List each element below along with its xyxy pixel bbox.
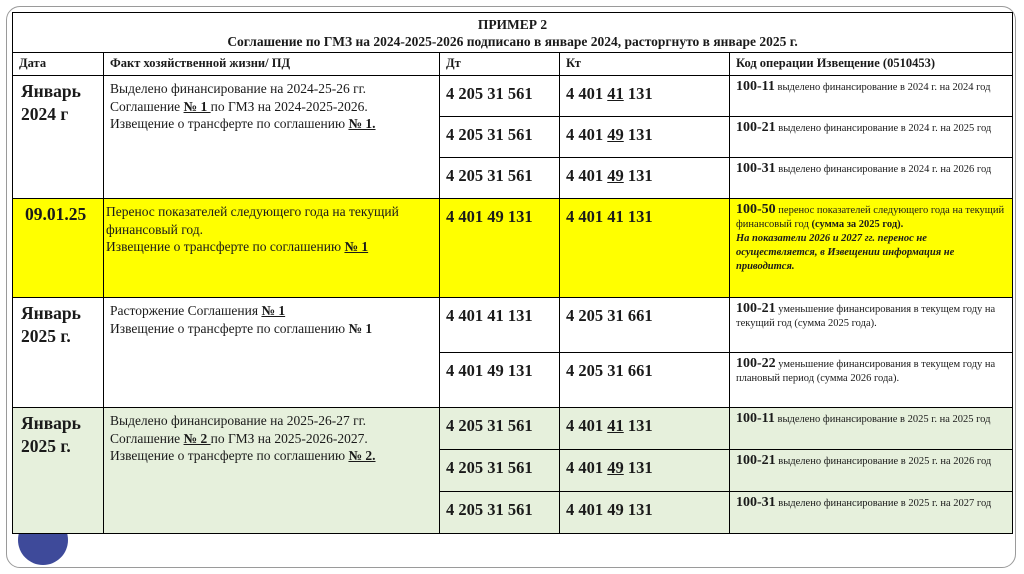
fact-text: по ГМЗ на 2024-2025-2026.	[210, 98, 368, 114]
code-emphasis: (сумма за 2025 год).	[811, 219, 904, 230]
code-cell	[730, 298, 1013, 353]
code-description: уменьшение финансирования в текущем году на плановый период (сумма 2026 года).	[736, 359, 996, 384]
code-description: выделено финансирование в 2025 г. на 2025 год	[774, 414, 991, 425]
fact-text: по ГМЗ на 2025-2026-2027.	[210, 430, 368, 446]
fact-line	[110, 430, 433, 448]
code-description: выделено финансирование в 2025 г. на 2027 год	[775, 498, 992, 509]
operation-code: 100-31	[736, 161, 776, 176]
fact-line	[110, 302, 433, 320]
fact-line: Выделено финансирование на 2025-26-27 гг.	[110, 413, 367, 428]
operation-code: 100-31	[736, 495, 776, 510]
code-cell	[730, 492, 1013, 534]
accounting-table	[12, 12, 1013, 534]
header-row	[13, 53, 1013, 76]
agreement-number: № 2.	[348, 448, 376, 463]
agreement-number: № 1	[261, 303, 286, 318]
kt-part: 41	[607, 416, 624, 435]
kt-part: 131	[623, 84, 653, 103]
kt-cell	[560, 117, 730, 158]
agreement-number: № 1	[348, 320, 373, 336]
kt-part: 4 401	[566, 458, 608, 477]
fact-text: Расторжение Соглашения	[110, 303, 262, 318]
header-kt: Кт	[560, 53, 730, 76]
fact-line	[110, 320, 433, 338]
header-fact: Факт хозяйственной жизни/ ПД	[104, 53, 440, 76]
fact-text: Извещение о трансферте по соглашению	[110, 448, 349, 463]
date-cell: Январь 2024 г	[13, 76, 104, 199]
fact-text: Извещение о трансферте по соглашению	[106, 239, 345, 254]
operation-code: 100-50	[736, 202, 776, 217]
dt-cell: 4 205 31 561	[440, 117, 560, 158]
dt-cell: 4 205 31 561	[440, 76, 560, 117]
kt-cell	[560, 492, 730, 534]
kt-cell	[560, 408, 730, 450]
table-title	[13, 13, 1013, 53]
kt-part: 131	[623, 416, 653, 435]
code-cell	[730, 158, 1013, 199]
table-row	[13, 298, 1013, 353]
header-date: Дата	[13, 53, 104, 76]
dt-cell: 4 401 49 131	[440, 353, 560, 408]
code-cell	[730, 450, 1013, 492]
fact-text: Извещение о трансферте по соглашению	[110, 116, 349, 131]
operation-code: 100-22	[736, 356, 776, 371]
fact-line	[110, 447, 433, 465]
kt-cell: 4 205 31 661	[560, 353, 730, 408]
fact-text: Извещение о трансферте по соглашению	[110, 320, 349, 336]
code-cell	[730, 76, 1013, 117]
agreement-number: № 2	[183, 430, 211, 446]
table-row	[13, 199, 1013, 298]
kt-part: 4 401	[566, 166, 608, 185]
kt-cell	[560, 450, 730, 492]
dt-cell: 4 401 49 131	[440, 199, 560, 298]
kt-part: 131	[623, 458, 653, 477]
kt-part: 4 401	[566, 125, 608, 144]
agreement-number: № 1	[344, 239, 369, 254]
fact-text: Соглашение	[110, 98, 184, 114]
fact-line	[106, 238, 433, 256]
kt-part: 41	[607, 84, 624, 103]
fact-line	[110, 98, 433, 116]
code-description: выделено финансирование в 2024 г. на 2026 год	[775, 164, 992, 175]
kt-cell	[560, 76, 730, 117]
fact-line: Перенос показателей следующего года на текущий финансовый год.	[106, 204, 399, 237]
table-row	[13, 408, 1013, 450]
kt-part: 49	[607, 125, 624, 144]
code-description: выделено финансирование в 2024 г. на 2025 год	[775, 123, 992, 134]
code-cell	[730, 353, 1013, 408]
kt-cell: 4 401 41 131	[560, 199, 730, 298]
kt-part: 131	[623, 125, 653, 144]
date-cell: Январь 2025 г.	[13, 408, 104, 534]
kt-cell: 4 205 31 661	[560, 298, 730, 353]
kt-part: 4 401	[566, 84, 608, 103]
fact-cell	[104, 199, 440, 298]
operation-code: 100-21	[736, 301, 776, 316]
operation-code: 100-11	[736, 79, 775, 94]
kt-part: 131	[623, 166, 653, 185]
header-dt: Дт	[440, 53, 560, 76]
title-row	[13, 13, 1013, 53]
code-description: выделено финансирование в 2025 г. на 2026 год	[775, 456, 992, 467]
fact-cell	[104, 408, 440, 534]
fact-cell	[104, 76, 440, 199]
table-row	[13, 76, 1013, 117]
date-cell: Январь 2025 г.	[13, 298, 104, 408]
fact-line	[110, 115, 433, 133]
dt-cell: 4 205 31 561	[440, 408, 560, 450]
operation-code: 100-21	[736, 120, 776, 135]
fact-text: Соглашение	[110, 430, 184, 446]
title-line-1: ПРИМЕР 2	[477, 17, 548, 32]
kt-part: 49	[607, 458, 624, 477]
code-cell	[730, 199, 1013, 298]
operation-code: 100-11	[736, 411, 775, 426]
dt-cell: 4 205 31 561	[440, 158, 560, 199]
kt-part: 49	[607, 166, 624, 185]
kt-part: 4 401	[566, 416, 608, 435]
agreement-number: № 1	[183, 98, 211, 114]
code-description: выделено финансирование в 2024 г. на 2024 год	[774, 82, 991, 93]
agreement-number: № 1.	[348, 116, 376, 131]
code-description: уменьшение финансирования в текущем году на текущий год (сумма 2025 года).	[736, 304, 996, 329]
kt-cell	[560, 158, 730, 199]
code-note: На показатели 2026 и 2027 гг. перенос не осуществляется, в Извещении информация не приводится.	[736, 233, 955, 272]
fact-line: Выделено финансирование на 2024-25-26 гг.	[110, 81, 367, 96]
dt-cell: 4 205 31 561	[440, 450, 560, 492]
date-cell: 09.01.25	[13, 199, 104, 298]
code-cell	[730, 408, 1013, 450]
dt-cell: 4 401 41 131	[440, 298, 560, 353]
title-line-2: Соглашение по ГМЗ на 2024-2025-2026 подписано в январе 2024, расторгнуто в январе 2025 г.	[227, 34, 798, 49]
operation-code: 100-21	[736, 453, 776, 468]
dt-cell: 4 205 31 561	[440, 492, 560, 534]
fact-cell	[104, 298, 440, 408]
code-cell	[730, 117, 1013, 158]
header-code: Код операции Извещение (0510453)	[730, 53, 1013, 76]
code-description: перенос показателей следующего года на текущий финансовый год	[736, 205, 1005, 230]
kt-part: 4 401 49 131	[566, 500, 653, 519]
